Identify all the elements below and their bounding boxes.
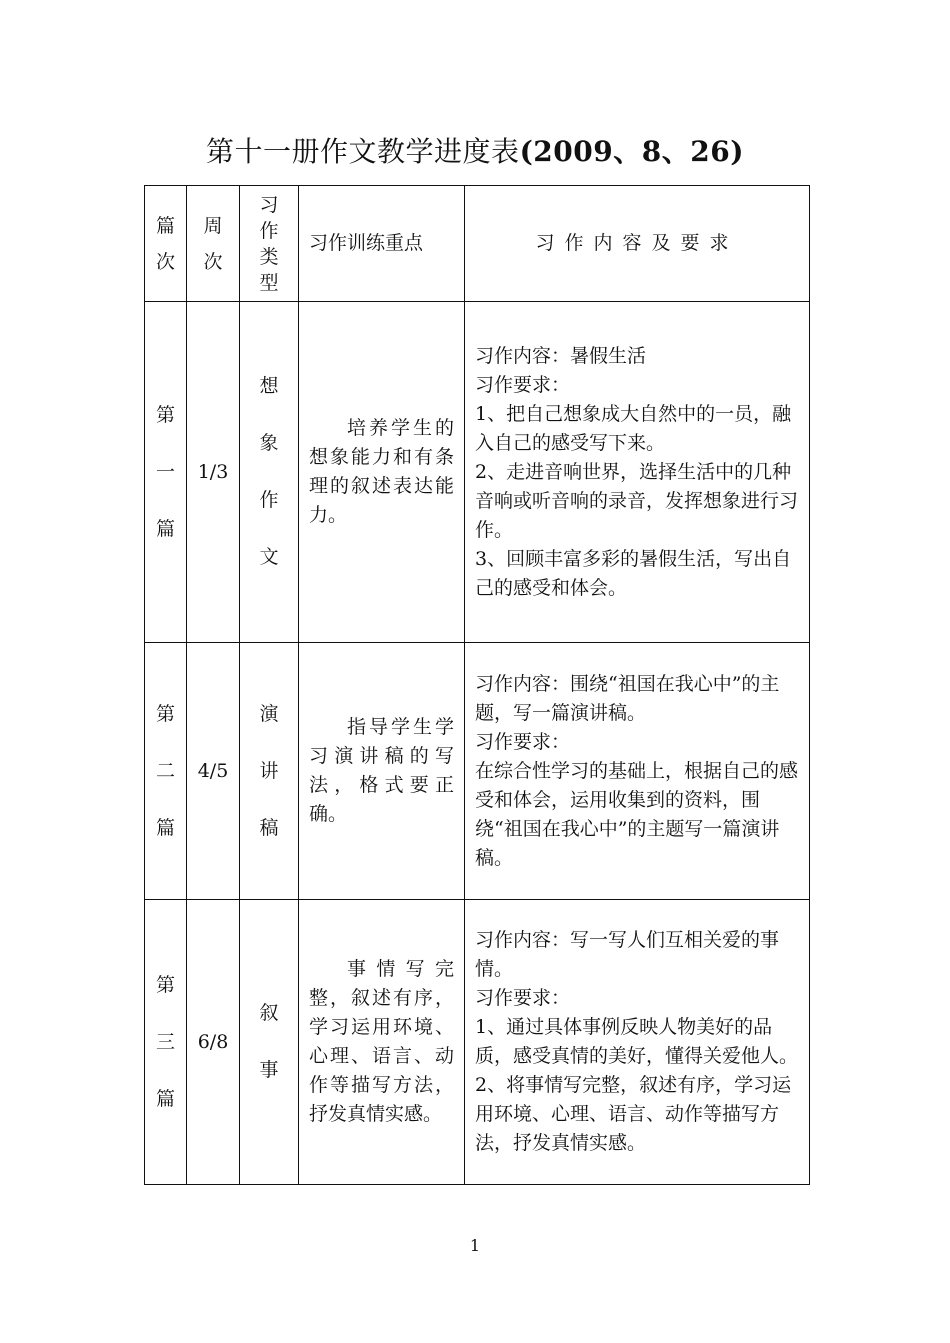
row-week: 6/8	[187, 900, 240, 1185]
row-focus: 事情写完整，叙述有序，学习运用环境、心理、语言、动作等描写方法，抒发真情实感。	[299, 900, 465, 1185]
row-seq: 第 一 篇	[145, 302, 187, 643]
header-seq: 篇 次	[145, 186, 187, 302]
row-week: 4/5	[187, 643, 240, 900]
header-focus: 习作训练重点	[299, 186, 465, 302]
row-week: 1/3	[187, 302, 240, 643]
row-focus: 指导学生学习演讲稿的写法，格式要正确。	[299, 643, 465, 900]
header-week: 周 次	[187, 186, 240, 302]
row-content: 习作内容：写一写人们互相关爱的事情。 习作要求： 1、通过具体事例反映人物美好的品质，感受真情的美好，懂得关爱他人。 2、将事情写完整，叙述有序，学习运用环境、心理、语言、动作等描写方法，抒发真情实感。	[465, 900, 810, 1185]
row-type: 叙 事	[240, 900, 299, 1185]
page-number: 1	[469, 1236, 481, 1255]
schedule-table	[144, 185, 810, 1185]
row-seq: 第 二 篇	[145, 643, 187, 900]
row-content: 习作内容：围绕“祖国在我心中”的主题，写一篇演讲稿。 习作要求： 在综合性学习的基础上，根据自己的感受和体会，运用收集到的资料，围绕“祖国在我心中”的主题写一篇演讲稿。	[465, 643, 810, 900]
title-date: (2009、8、26)	[519, 135, 744, 168]
table-row	[145, 900, 810, 1185]
header-row	[145, 186, 810, 302]
row-type: 演 讲 稿	[240, 643, 299, 900]
row-focus: 培养学生的想象能力和有条理的叙述表达能力。	[299, 302, 465, 643]
row-seq: 第 三 篇	[145, 900, 187, 1185]
row-type: 想 象 作 文	[240, 302, 299, 643]
table-row	[145, 643, 810, 900]
page-title	[0, 130, 950, 174]
title-text: 第十一册作文教学进度表	[206, 135, 520, 168]
header-type: 习 作 类 型	[240, 186, 299, 302]
row-content: 习作内容：暑假生活 习作要求： 1、把自己想象成大自然中的一员，融入自己的感受写下来。 2、走进音响世界，选择生活中的几种音响或听音响的录音，发挥想象进行习作。 3、回顾丰富多彩的暑假生活，写出自己的感受和体会。	[465, 302, 810, 643]
table-row	[145, 302, 810, 643]
header-content: 习作内容及要求	[465, 186, 810, 302]
